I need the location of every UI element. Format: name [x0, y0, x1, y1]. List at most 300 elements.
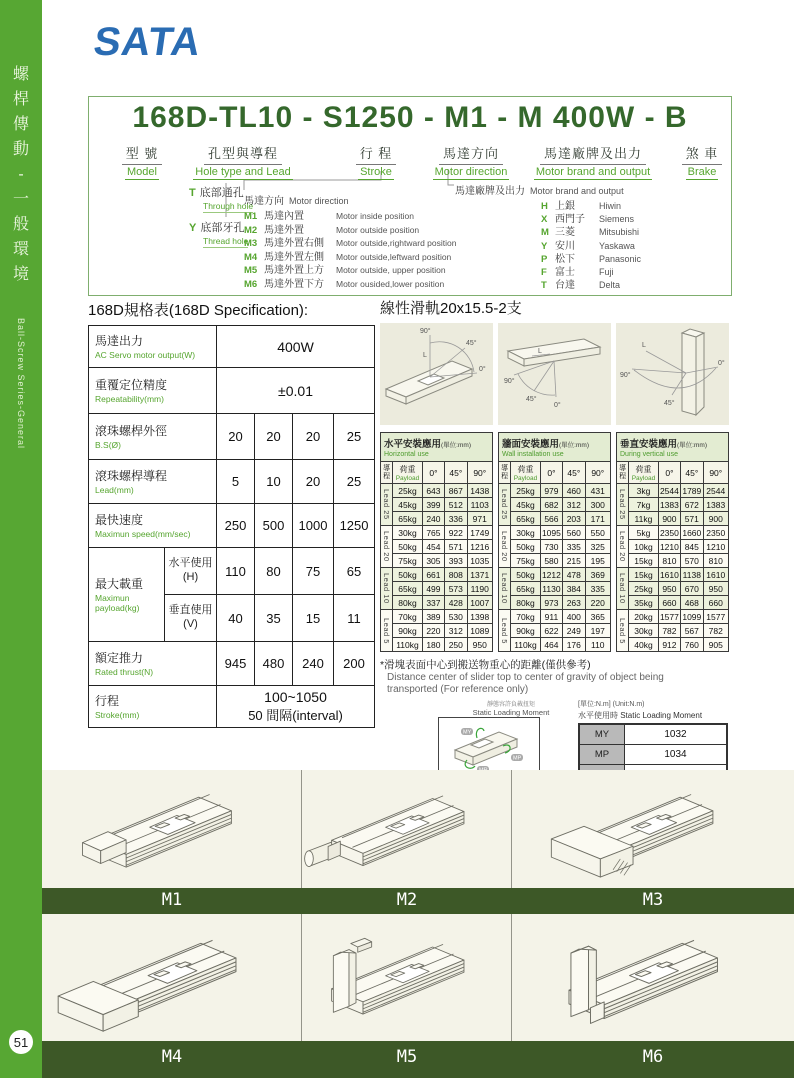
payload-cell: 20kg — [629, 610, 659, 624]
load-title-unit: (單位:mm) — [677, 442, 707, 449]
distance-value: 1398 — [467, 610, 493, 624]
lead-group-cell — [617, 484, 629, 526]
field-label-en: Motor direction — [434, 166, 508, 178]
payload-zh: 荷重 — [517, 464, 534, 474]
payload-cell: 90kg — [511, 624, 541, 638]
lead-group-cell — [499, 484, 511, 526]
product-label: M1 — [161, 890, 183, 910]
load-title-en: Horizontal use — [384, 451, 429, 458]
distance-value: 1660 — [682, 527, 702, 538]
load-table-row — [499, 582, 611, 596]
distance-value: 400 — [563, 610, 585, 624]
actuator-drawing — [302, 914, 511, 1041]
brand-zh: 台達 — [555, 280, 575, 292]
lead-group-label: Lead 20 — [618, 531, 628, 562]
spec-label-en: Maximun speed(mm/sec) — [95, 529, 191, 540]
distance-value: 1089 — [467, 624, 493, 638]
distance-value: 911 — [540, 610, 562, 624]
distance-value: 1371 — [467, 568, 493, 582]
angle-column-header: 90° — [703, 462, 729, 484]
payload-cell: 30kg — [393, 526, 423, 540]
lead-header-text: 導程 — [619, 465, 627, 480]
direction-code: M3 — [244, 238, 258, 249]
spec-value: 80 — [255, 548, 293, 595]
product-label: M6 — [642, 1047, 664, 1067]
spec-value: 1000 — [293, 504, 334, 548]
distance-value: 810 — [703, 554, 729, 568]
load-table-row — [381, 540, 493, 554]
moment-unit: [單位:N.m] (Unit:N.m) — [578, 701, 645, 708]
distance-value: 1210 — [703, 540, 729, 554]
load-table-row — [617, 554, 729, 568]
spec-label-zh: 重覆定位精度 — [95, 378, 168, 393]
distance-value: 337 — [422, 596, 444, 610]
load-table-row — [381, 596, 493, 610]
payload-cell: 25kg — [511, 484, 541, 498]
lead-group-label: Lead 25 — [382, 489, 392, 520]
payload-cell: 5kg — [629, 526, 659, 540]
brand-en: Hiwin — [599, 201, 622, 211]
moment-axis: MY — [579, 724, 625, 745]
distance-value: 672 — [681, 498, 703, 512]
brand-code: Y — [541, 240, 548, 252]
sub-zh: 水平使用 — [168, 557, 213, 570]
distance-value: 867 — [445, 484, 467, 498]
spec-table-title: 168D規格表(168D Specification): — [88, 302, 309, 319]
distance-value: 660 — [658, 596, 680, 610]
series-char: 螺 — [12, 66, 29, 83]
svg-text:90°: 90° — [620, 372, 631, 379]
span-line1: ±0.01 — [278, 382, 313, 399]
payload-cell: 50kg — [393, 540, 423, 554]
brand-zh: 上銀 — [555, 201, 575, 212]
lead-group-label: Lead 25 — [618, 489, 628, 520]
load-title-zh: 牆面安裝應用 — [502, 439, 560, 450]
motor-direction-item — [244, 251, 456, 265]
lead-group-label: Lead 5 — [382, 617, 392, 644]
brand-en: Mitsubishi — [599, 227, 640, 238]
brand-zh: 富士 — [555, 267, 575, 279]
brand-en: Siemens — [599, 214, 635, 225]
distance-value: 464 — [540, 638, 562, 652]
brand-code: H — [541, 201, 548, 212]
series-char: 動 — [12, 141, 29, 158]
payload-en: Payload — [395, 474, 420, 482]
distance-value: 1099 — [682, 611, 702, 622]
distance-value: 580 — [540, 554, 562, 568]
brand-en: Panasonic — [599, 253, 642, 264]
brand-zh: 三菱 — [555, 227, 575, 239]
motor-brand-header — [455, 182, 641, 197]
model-field — [338, 143, 414, 180]
load-table-row — [381, 554, 493, 568]
motor-direction-item — [244, 210, 456, 224]
spec-value: 110 — [217, 548, 255, 595]
spec-label-zh: 最大載重 — [95, 577, 144, 592]
direction-zh: 馬達外置左側 — [264, 251, 324, 263]
distance-value: 468 — [681, 596, 703, 610]
load-table-title — [499, 433, 611, 462]
distance-value: 661 — [422, 568, 444, 582]
load-table-header-row — [617, 462, 729, 484]
payload-column-header — [511, 462, 541, 484]
spec-row-label — [89, 326, 217, 368]
load-title-zh: 水平安裝應用 — [384, 439, 442, 450]
moment-value: 1034 — [625, 745, 728, 765]
horizontal-mount-diagram — [380, 323, 493, 425]
svg-text:L: L — [538, 348, 542, 355]
spec-value: 1250 — [334, 504, 375, 548]
load-table-row — [617, 610, 729, 624]
distance-value: 389 — [422, 610, 444, 624]
distance-value: 460 — [563, 484, 585, 498]
distance-value: 950 — [658, 582, 680, 596]
payload-cell: 25kg — [393, 484, 423, 498]
motor-direction-item — [244, 237, 456, 251]
moment-caption-zh: 靜態容許負載扭矩 — [486, 702, 535, 708]
load-table-row — [499, 498, 611, 512]
spec-value: 15 — [293, 595, 334, 642]
distance-value: 1095 — [541, 527, 561, 538]
spec-value: 240 — [293, 642, 334, 686]
svg-text:0°: 0° — [718, 360, 725, 367]
lead-group-cell — [381, 526, 393, 568]
distance-value: 950 — [467, 638, 493, 652]
model-field — [188, 143, 298, 180]
spec-value-span — [217, 686, 375, 728]
load-tables — [380, 432, 730, 652]
hole-zh: 底部牙孔 — [200, 222, 245, 234]
direction-zh: 馬達外置上方 — [264, 265, 324, 276]
spec-value-span — [217, 326, 375, 368]
spec-value: 11 — [334, 595, 375, 642]
payload-cell: 75kg — [511, 554, 541, 568]
direction-en: Motor outside,rightward position — [336, 238, 457, 248]
distance-value: 431 — [585, 484, 611, 498]
distance-value: 810 — [658, 554, 680, 568]
load-table-title-row — [381, 433, 493, 462]
motor-direction-header — [244, 192, 456, 207]
angle-column-header: 0° — [422, 462, 444, 484]
hole-code: Y — [189, 222, 197, 234]
distance-value: 530 — [445, 610, 467, 624]
lead-group-label: Lead 25 — [500, 489, 510, 520]
direction-code: M2 — [244, 224, 258, 236]
lead-header-text: 導程 — [501, 465, 509, 480]
model-field — [521, 143, 665, 180]
product-image-cell — [302, 914, 512, 1041]
product-image-row — [42, 914, 794, 1041]
load-table-row — [617, 540, 729, 554]
svg-text:MY: MY — [463, 729, 472, 736]
direction-en: Motor outside, upper position — [336, 265, 446, 275]
brand-code: P — [541, 253, 548, 265]
moment-value: 1032 — [625, 724, 728, 745]
payload-column-header — [393, 462, 423, 484]
product-label: M3 — [642, 890, 664, 910]
actuator-drawing — [42, 770, 301, 888]
load-title-zh: 垂直安裝應用 — [620, 439, 678, 450]
load-table-row — [499, 568, 611, 582]
payload-cell: 15kg — [629, 568, 659, 582]
product-label: M4 — [161, 1047, 183, 1067]
distance-value: 782 — [658, 624, 680, 638]
payload-cell: 50kg — [511, 540, 541, 554]
series-char: 桿 — [12, 91, 29, 108]
spec-value: 480 — [255, 642, 293, 686]
payload-cell: 65kg — [393, 582, 423, 596]
spec-value: 20 — [293, 414, 334, 460]
load-table-row — [381, 498, 493, 512]
payload-en: Payload — [513, 474, 538, 482]
series-char: 般 — [12, 216, 29, 233]
motor-brand-item — [541, 226, 641, 239]
svg-text:0°: 0° — [479, 366, 486, 373]
load-table-row — [381, 484, 493, 498]
distance-value: 571 — [681, 512, 703, 526]
product-label: M2 — [396, 890, 418, 910]
load-table-row — [617, 582, 729, 596]
load-table-body — [617, 433, 729, 652]
field-label-zh: 行 程 — [356, 143, 397, 165]
direction-en: Motor inside position — [336, 211, 414, 221]
series-title-vertical — [0, 62, 42, 287]
product-image-cell — [42, 914, 302, 1041]
lead-column-header — [499, 462, 511, 484]
distance-value: 240 — [422, 512, 444, 526]
field-label-zh: 馬達方向 — [439, 143, 503, 165]
moment-row — [579, 724, 727, 745]
angle-column-header: 0° — [540, 462, 562, 484]
spec-label-zh: 額定推力 — [95, 651, 144, 666]
spec-sub-label — [165, 595, 217, 642]
direction-zh: 馬達外置 — [264, 224, 304, 236]
header-zh: 馬達方向 — [244, 196, 284, 207]
load-table-title-row — [499, 433, 611, 462]
direction-en: Motor outside position — [336, 224, 420, 235]
moment-caption-en: Static Loading Moment — [472, 708, 550, 717]
distance-value: 176 — [563, 638, 585, 652]
direction-zh: 馬達外置下方 — [264, 278, 324, 290]
payload-cell: 80kg — [511, 596, 541, 610]
brand-zh: 西門子 — [555, 214, 585, 226]
load-table-row — [499, 526, 611, 540]
spec-value: 5 — [217, 460, 255, 504]
mounting-diagrams — [380, 323, 730, 425]
brand-zh: 松下 — [555, 253, 575, 265]
spec-value: 20 — [293, 460, 334, 504]
vertical-mount-diagram-svg — [616, 323, 729, 425]
payload-cell: 75kg — [393, 554, 423, 568]
actuator-drawing — [512, 914, 794, 1041]
brand-code: F — [541, 267, 547, 279]
spec-row-label — [89, 460, 217, 504]
product-image-cell — [302, 770, 512, 888]
direction-code: M4 — [244, 251, 258, 263]
lead-group-cell — [617, 568, 629, 610]
payload-cell: 50kg — [393, 568, 423, 582]
motor-direction-legend — [244, 192, 456, 291]
brand-en: Delta — [599, 280, 621, 291]
moment-usage: 水平使用時 Static Loading Moment — [578, 711, 703, 720]
distance-value: 1190 — [467, 582, 493, 596]
load-table-header-row — [499, 462, 611, 484]
spec-value: 500 — [255, 504, 293, 548]
distance-value: 1216 — [467, 540, 493, 554]
header-en: Motor direction — [289, 196, 349, 206]
field-label-zh: 型 號 — [122, 143, 163, 165]
spec-table-row — [89, 414, 375, 460]
spec-table-row — [89, 686, 375, 728]
distance-value: 560 — [563, 526, 585, 540]
spec-row-label — [89, 642, 217, 686]
payload-cell: 50kg — [511, 568, 541, 582]
spec-value: 25 — [334, 460, 375, 504]
payload-cell: 80kg — [393, 596, 423, 610]
distance-value: 2350 — [703, 526, 729, 540]
distance-value: 1210 — [659, 541, 679, 552]
load-table-row — [499, 596, 611, 610]
payload-cell: 45kg — [393, 498, 423, 512]
distance-value: 369 — [585, 568, 611, 582]
motor-brand-rows — [541, 200, 641, 292]
distance-value: 215 — [563, 554, 585, 568]
svg-text:45°: 45° — [466, 340, 477, 347]
payload-cell: 110kg — [393, 638, 423, 652]
load-title-unit: (單位:mm) — [559, 442, 589, 449]
load-title-unit: (單位:mm) — [441, 442, 471, 449]
spec-value: 10 — [255, 460, 293, 504]
svg-text:45°: 45° — [664, 400, 675, 407]
distance-value: 567 — [681, 624, 703, 638]
note-en: Distance center of slider top to center of gravity of object being transported (For reference only) — [387, 672, 664, 695]
spec-label-en: Repeatability(mm) — [95, 394, 164, 405]
distance-value: 399 — [422, 498, 444, 512]
spec-table-row — [89, 326, 375, 368]
distance-value: 499 — [422, 582, 444, 596]
distance-value: 643 — [422, 484, 444, 498]
svg-text:90°: 90° — [420, 328, 431, 335]
load-table-row — [381, 582, 493, 596]
product-image-cell — [42, 770, 302, 888]
distance-value: 922 — [445, 526, 467, 540]
distance-value: 1789 — [682, 485, 702, 496]
svg-text:MP: MP — [513, 755, 522, 762]
payload-cell: 35kg — [629, 596, 659, 610]
distance-value: 950 — [703, 582, 729, 596]
distance-value: 1610 — [659, 569, 679, 580]
product-label-bar — [42, 888, 794, 914]
lead-group-label: Lead 10 — [500, 573, 510, 604]
reference-note — [380, 657, 730, 696]
model-code-title: 168D-TL10 - S1250 - M1 - M 400W - B — [132, 101, 688, 134]
load-table-title — [617, 433, 729, 462]
note-zh: *滑塊表面中心到搬送物重心的距離(僅供參考) — [380, 659, 591, 671]
distance-value: 180 — [422, 638, 444, 652]
field-label-en: Brake — [687, 166, 717, 178]
distance-value: 312 — [445, 624, 467, 638]
load-table-row — [381, 568, 493, 582]
hole-en: Through hole — [203, 201, 254, 211]
spec-label-en: Maximun payload(kg) — [95, 593, 140, 613]
payload-cell: 65kg — [511, 512, 541, 526]
actuator-drawing — [302, 770, 511, 888]
load-table-row — [381, 512, 493, 526]
wall-mount-diagram — [498, 323, 611, 425]
angle-column-header: 45° — [681, 462, 703, 484]
brand-code: T — [541, 280, 547, 292]
linear-rail-section — [380, 297, 730, 779]
svg-text:90°: 90° — [504, 378, 515, 385]
field-label-en: Model — [127, 166, 157, 178]
spec-row-label — [89, 504, 217, 548]
distance-value: 250 — [445, 638, 467, 652]
direction-zh: 馬達外置右側 — [264, 238, 324, 249]
field-label-en: Hole type and Lead — [195, 166, 291, 178]
actuator-drawing — [512, 770, 794, 888]
angle-column-header: 0° — [658, 462, 680, 484]
distance-value: 670 — [681, 582, 703, 596]
payload-cell: 3kg — [629, 484, 659, 498]
sub-code: (H) — [182, 571, 199, 583]
distance-value: 203 — [563, 512, 585, 526]
motor-brand-item — [541, 200, 641, 213]
distance-value: 1103 — [467, 498, 493, 512]
model-field — [107, 143, 177, 180]
load-table-row — [381, 610, 493, 624]
hole-en: Thread hole — [203, 236, 249, 246]
moment-axis: MP — [579, 745, 625, 765]
distance-value: 478 — [563, 568, 585, 582]
lead-group-cell — [381, 568, 393, 610]
span-line1: 400W — [277, 338, 314, 355]
spec-row-label — [89, 414, 217, 460]
direction-en: Motor outside,leftward position — [336, 251, 452, 262]
distance-value: 2350 — [659, 527, 679, 538]
distance-value: 1130 — [540, 582, 562, 596]
distance-value: 110 — [585, 638, 611, 652]
header-zh: 馬達廠牌及出力 — [455, 186, 525, 197]
payload-column-header — [629, 462, 659, 484]
distance-value: 335 — [585, 582, 611, 596]
hole-code: T — [189, 187, 196, 199]
field-label-zh: 馬達廠牌及出力 — [540, 143, 646, 165]
distance-value: 782 — [703, 624, 729, 638]
lead-group-label: Lead 10 — [382, 573, 392, 604]
spec-label-en: Lead(mm) — [95, 485, 134, 496]
distance-value: 730 — [540, 540, 562, 554]
distance-value: 1610 — [703, 568, 729, 582]
spec-value: 40 — [217, 595, 255, 642]
svg-text:L: L — [423, 352, 427, 359]
load-table-row — [617, 498, 729, 512]
product-label-bar — [42, 1041, 794, 1078]
field-label-zh: 煞 車 — [682, 143, 723, 165]
distance-value: 1749 — [467, 526, 493, 540]
spec-table-row — [89, 504, 375, 548]
brand-zh: 安川 — [555, 240, 575, 252]
distance-value: 512 — [445, 498, 467, 512]
spec-value: 945 — [217, 642, 255, 686]
distance-value: 195 — [585, 554, 611, 568]
distance-value: 660 — [703, 596, 729, 610]
load-table — [616, 432, 729, 652]
spec-value: 65 — [334, 548, 375, 595]
distance-value: 765 — [422, 526, 444, 540]
field-label-en: Stroke — [360, 166, 392, 178]
payload-zh: 荷重 — [635, 464, 652, 474]
distance-value: 566 — [540, 512, 562, 526]
